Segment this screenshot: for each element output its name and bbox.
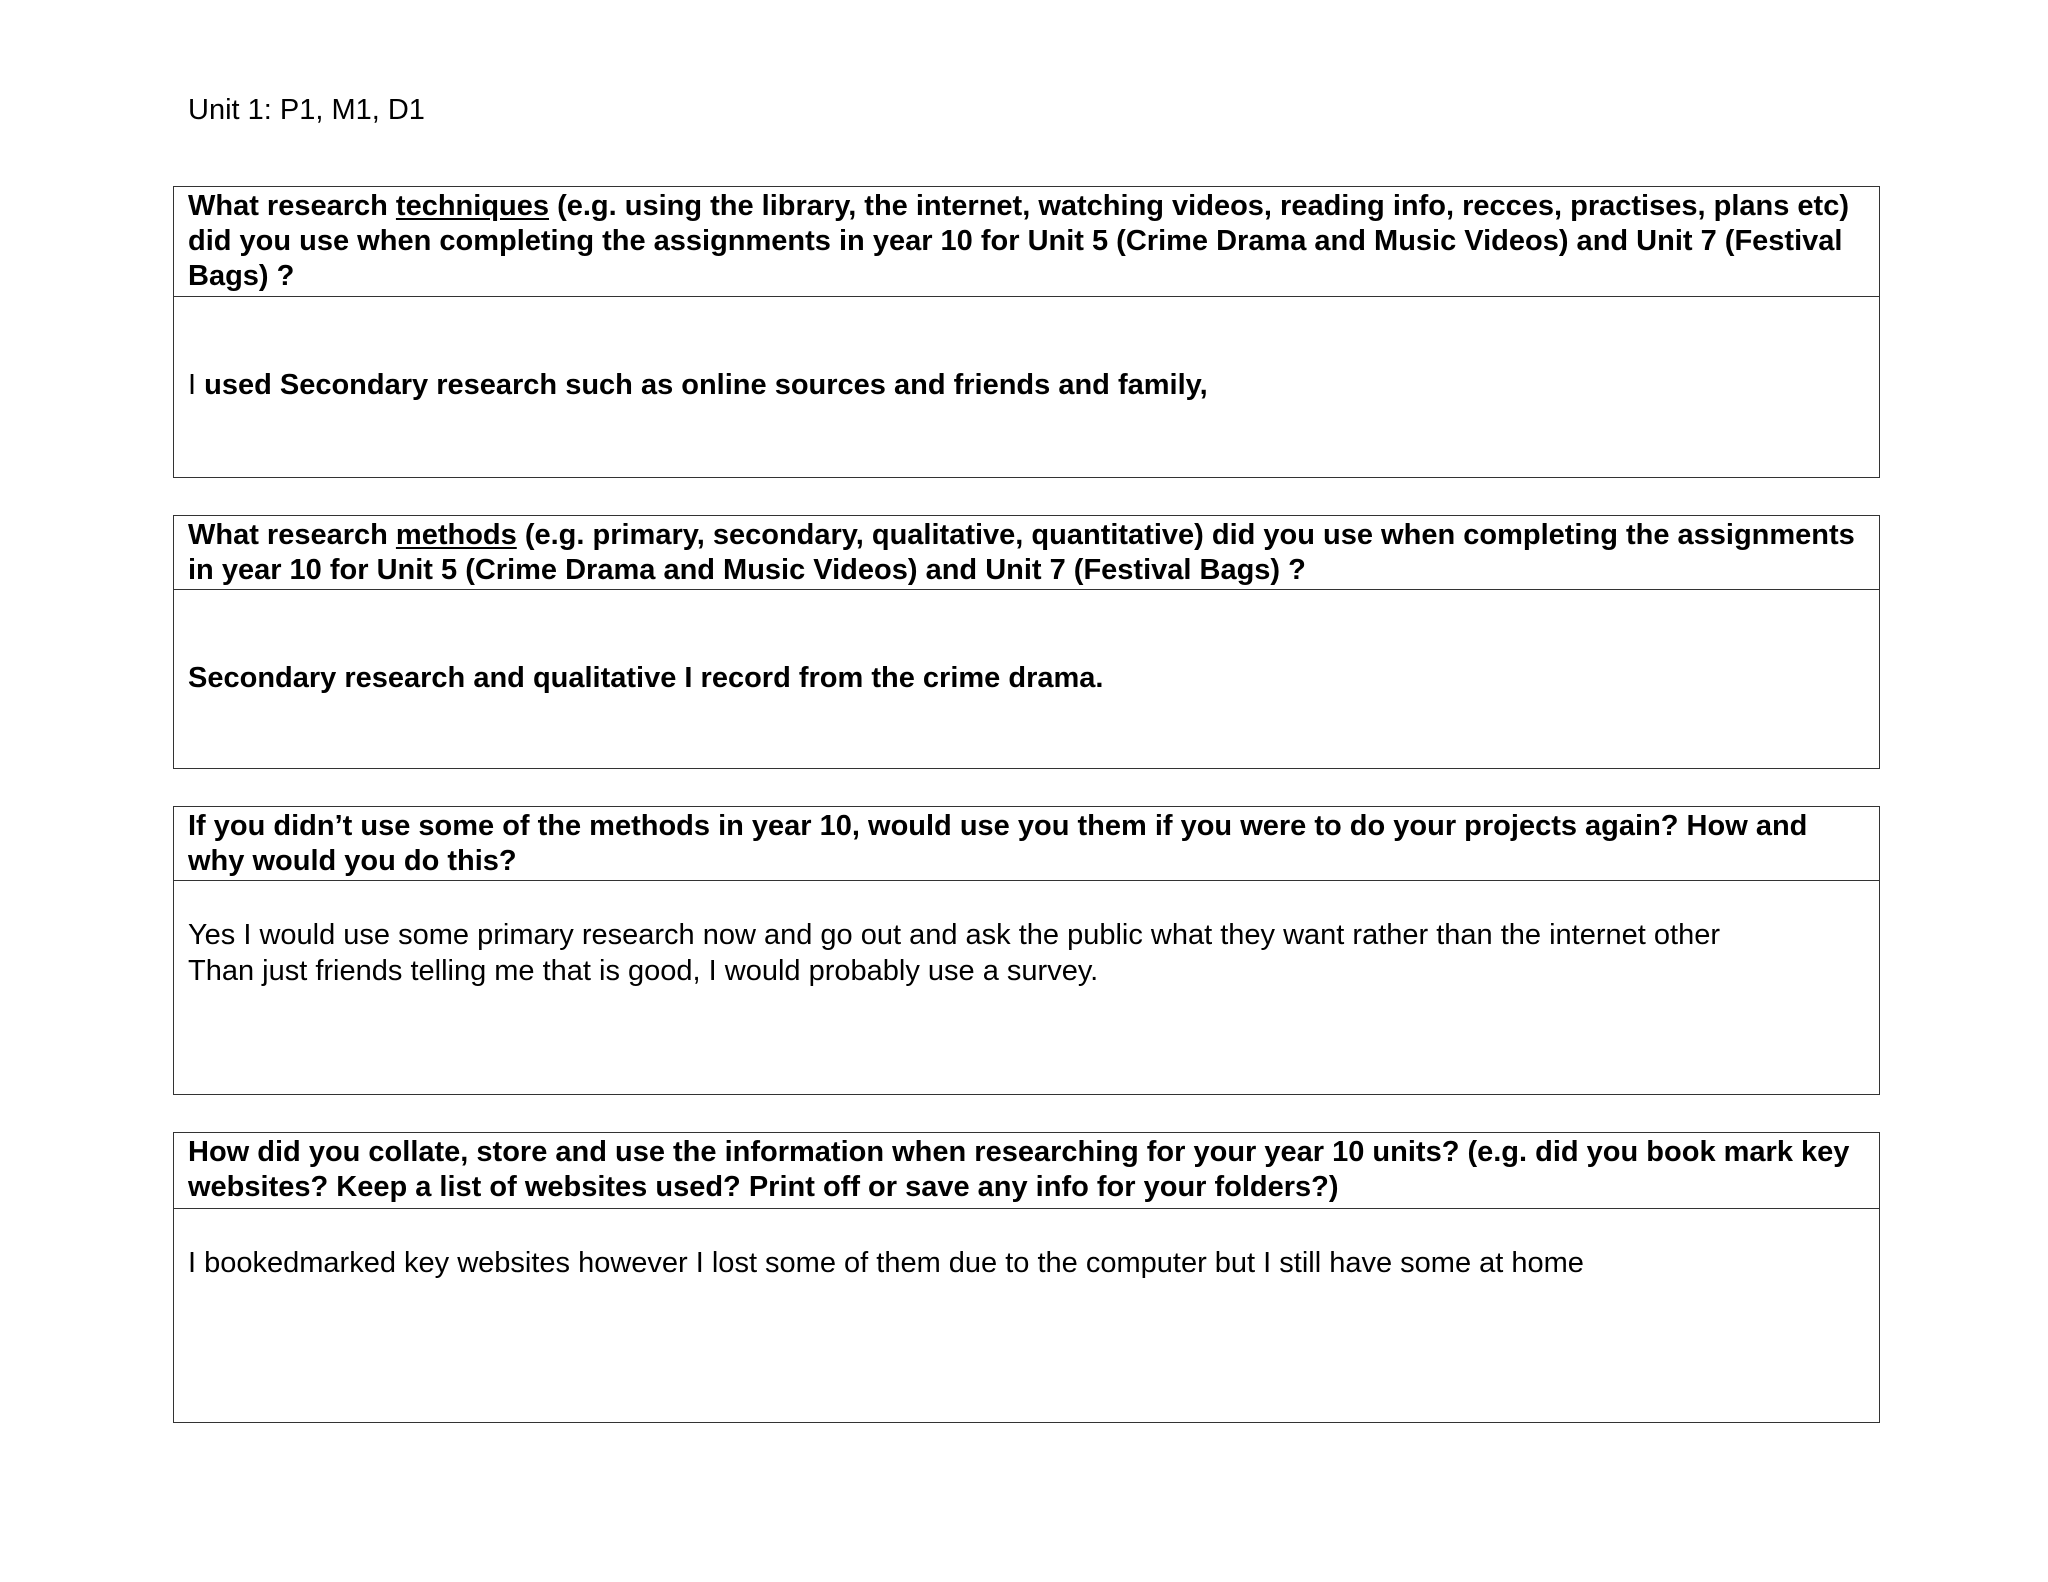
- question-text: (e.g. primary, secondary, qualitative, quantitative) did you use when completing the assignments in year 10 for Unit 5 (Crime Drama and Music Videos) and Unit 7 (Festival Bags) ?: [188, 519, 1855, 586]
- unit-header: Unit 1: P1, M1, D1: [188, 94, 425, 126]
- answer-line: Yes I would use some primary research now and go out and ask the public what they want rather than the internet other: [188, 919, 1720, 951]
- research-methods-answer[interactable]: Secondary research and qualitative I record from the crime drama.: [188, 662, 1104, 694]
- question-text: (e.g. using the library, the internet, watching videos, reading info, recces, practises, plans etc) did you use when completing the assignments in year 10 for Unit 5 (Crime Drama and Music Videos) and Unit 7 (Festival Bags) ?: [188, 190, 1849, 292]
- question-text: What research: [188, 519, 396, 551]
- unused-methods-section: [173, 806, 1880, 1095]
- unused-methods-answer[interactable]: [174, 881, 1879, 989]
- research-methods-section: [173, 515, 1880, 769]
- methods-underlined-word: methods: [395, 519, 517, 551]
- collate-information-question: How did you collate, store and use the information when researching for your year 10 units? (e.g. did you book mark key websites? Keep a list of websites used? Print off or save any info for your folders?): [174, 1133, 1879, 1209]
- question-text: What research: [188, 190, 396, 222]
- unused-methods-question: If you didn’t use some of the methods in year 10, would use you them if you were to do your projects again? How and why would you do this?: [174, 807, 1879, 881]
- research-techniques-answer[interactable]: [174, 297, 1879, 403]
- techniques-underlined-word: techniques: [395, 190, 550, 222]
- collate-information-section: [173, 1132, 1880, 1423]
- answer-prefix: I: [188, 369, 205, 401]
- answer-line: Than just friends telling me that is good, I would probably use a survey.: [188, 955, 1099, 987]
- research-techniques-section: [173, 186, 1880, 478]
- research-methods-question: [174, 516, 1879, 590]
- answer-text: used Secondary research such as online sources and friends and family,: [204, 369, 1208, 401]
- collate-information-answer[interactable]: I bookedmarked key websites however I lost some of them due to the computer but I still have some at home: [188, 1247, 1584, 1279]
- research-techniques-question: [174, 187, 1879, 297]
